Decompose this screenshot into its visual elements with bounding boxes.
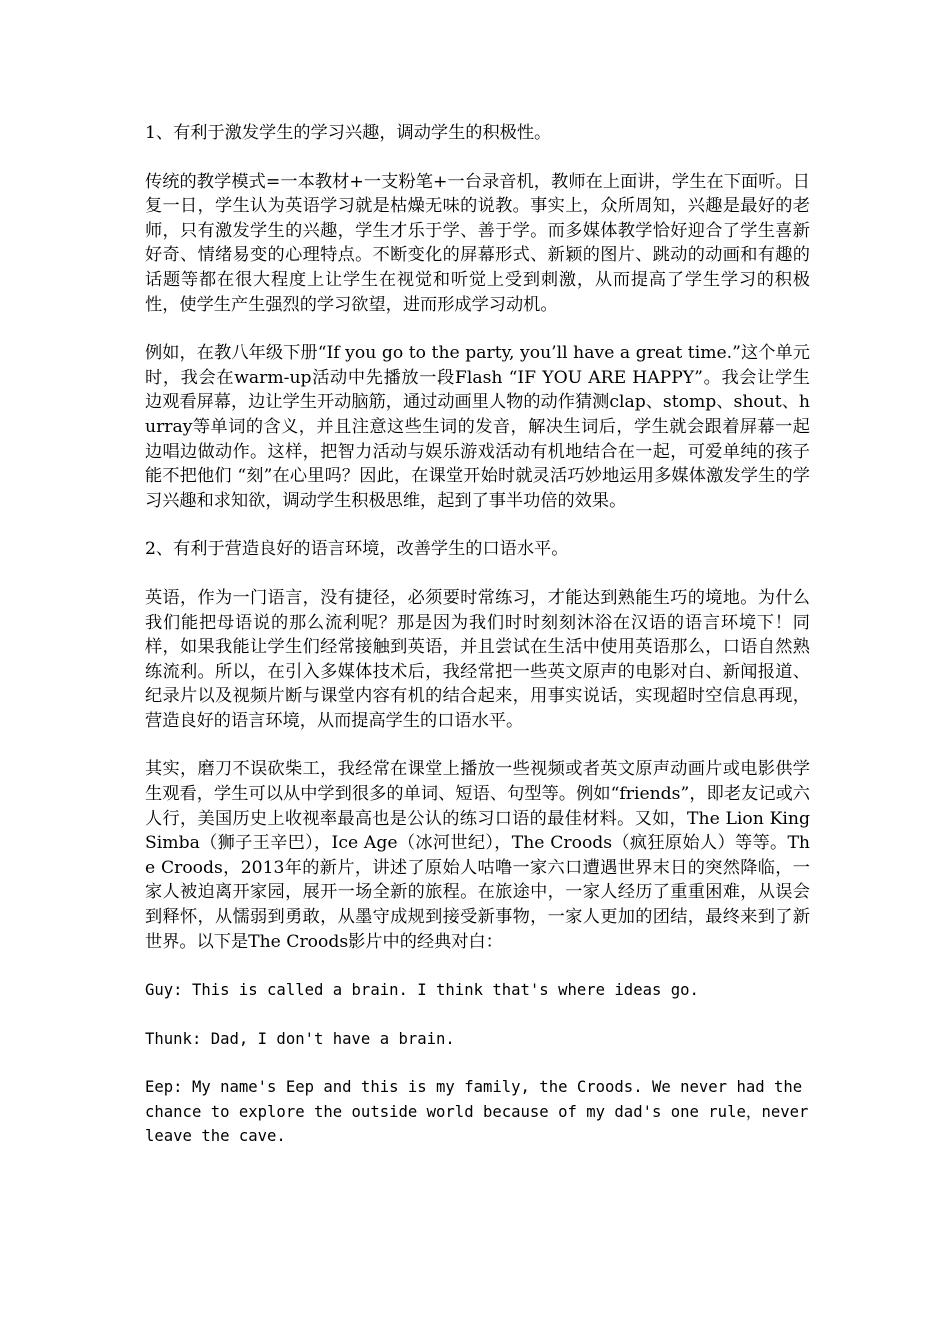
spacer	[145, 146, 810, 170]
spacer	[145, 1051, 810, 1075]
section-heading-2: 2、有利于营造良好的语言环境，改善学生的口语水平。	[145, 539, 569, 560]
spacer	[145, 562, 810, 586]
dialogue-quote-eep: Eep: My name's Eep and this is my family, the Croods. We never had the chance to explore the outside world because of my dad's one rule，never leave the cave.	[145, 1078, 818, 1146]
paragraph-traditional-teaching: 传统的教学模式=一本教材+一支粉笔+一台录音机，教师在上面讲，学生在下面听。日复一日，学生认为英语学习就是枯燥无味的说教。事实上，众所周知，兴趣是最好的老师，只有激发学生的兴趣，学生才乐于学、善于学。而多媒体教学恰好迎合了学生喜新好奇、情绪易变的心理特点。不断变化的屏幕形式、新颖的图片、跳动的动画和有趣的话题等都在很大程度上让学生在视觉和听觉上受到刺激，从而提高了学生学习的积极性，使学生产生强烈的学习欲望，进而形成学习动机。	[145, 171, 810, 315]
document-body	[145, 121, 818, 1149]
spacer	[145, 513, 810, 537]
spacer	[145, 317, 810, 341]
dialogue-quote-guy: Guy: This is called a brain. I think that's where ideas go.	[145, 981, 699, 1000]
section-heading-1: 1、有利于激发学生的学习兴趣，调动学生的积极性。	[145, 123, 552, 143]
spacer	[145, 733, 810, 757]
paragraph-example-flash: 例如，在教八年级下册“If you go to the party, you’ll have a great time.”这个单元时，我会在warm-up活动中先播放一段Flash “IF YOU ARE HAPPY”。我会让学生边观看屏幕，边让学生开动脑筋，通过动画里人物的动作猜测clap、stomp、shout、hurray等单词的含义，并且注意这些生词的发音，解决生词后，学生就会跟着屏幕一起边唱边做动作。这样，把智力活动与娱乐游戏活动有机地结合在一起，可爱单纯的孩子能不把他们 “刻”在心里吗？因此，在课堂开始时就灵活巧妙地运用多媒体激发学生的学习兴趣和求知欲，调动学生积极思维，起到了事半功倍的效果。	[145, 343, 810, 511]
dialogue-quote-thunk: Thunk: Dad, I don't have a brain.	[145, 1029, 455, 1048]
spacer	[145, 954, 810, 978]
paragraph-language-environment: 英语，作为一门语言，没有捷径，必须要时常练习，才能达到熟能生巧的境地。为什么我们能把母语说的那么流利呢？那是因为我们时时刻刻沐浴在汉语的语言环境下！同样，如果我能让学生们经常接触到英语，并且尝试在生活中使用英语那么，口语自然熟练流利。所以，在引入多媒体技术后，我经常把一些英文原声的电影对白、新闻报道、纪录片以及视频片断与课堂内容有机的结合起来，用事实说话，实现超时空信息再现，营造良好的语言环境，从而提高学生的口语水平。	[145, 587, 810, 731]
paragraph-movies-example: 其实，磨刀不误砍柴工，我经常在课堂上播放一些视频或者英文原声动画片或电影供学生观看，学生可以从中学到很多的单词、短语、句型等。例如“friends”，即老友记或六人行，美国历史上收视率最高也是公认的练习口语的最佳材料。又如，The Lion King Simba（狮子王辛巴），Ice Age（冰河世纪），The Croods（疯狂原始人）等等。The Croods，2013年的新片，讲述了原始人咕噜一家六口遭遇世界末日的突然降临，一家人被迫离开家园，展开一场全新的旅程。在旅途中，一家人经历了重重困难，从误会到释怀，从懦弱到勇敢，从墨守成规到接受新事物，一家人更加的团结，最终来到了新世界。以下是The Croods影片中的经典对白：	[145, 759, 810, 952]
spacer	[145, 1003, 810, 1027]
